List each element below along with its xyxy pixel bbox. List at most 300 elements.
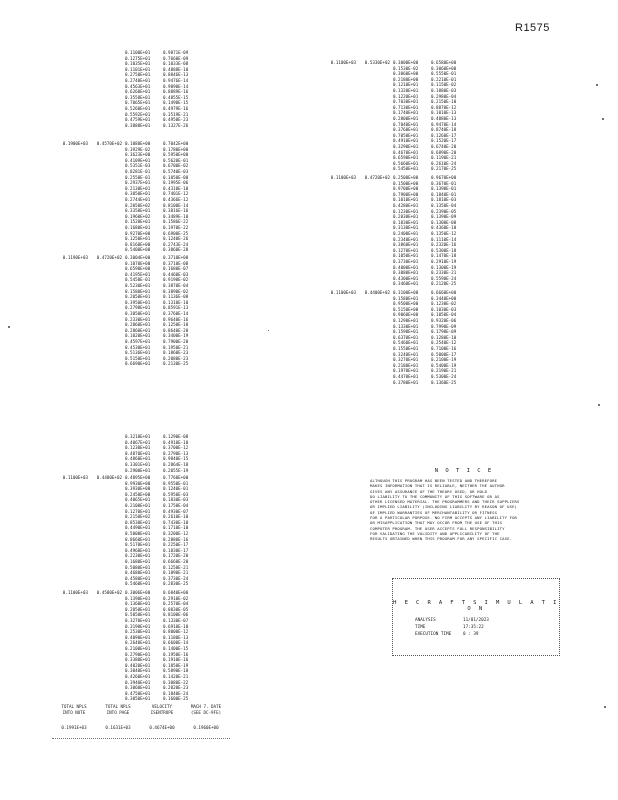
coefficient-value: 0.1600E-25: [163, 696, 189, 702]
data-value: 0.5592E+01: [125, 111, 151, 117]
coefficient-value: 0.6900E-25: [163, 230, 189, 236]
station-value: 0.1100E+03: [330, 175, 356, 180]
data-value: 0.4750E+01: [125, 690, 151, 696]
station-value: 0.1100E+03: [62, 590, 88, 595]
data-value: 0.1290E+01: [393, 317, 419, 323]
data-value: 0.6370E+01: [393, 334, 419, 340]
coefficient-value: 0.2864E-18: [163, 461, 189, 467]
scan-speck: [8, 326, 10, 328]
stamp-label: EXECUTION TIME: [415, 632, 452, 637]
data-row: [52, 581, 188, 587]
page-identifier: R1575: [515, 22, 550, 34]
footer-header-line: (SEE DC-9FE): [190, 709, 222, 715]
coefficient-value: 0.1520E-17: [431, 138, 457, 144]
data-value: 0.1101E+01: [125, 66, 151, 72]
coefficient-value: 0.5000E-17: [431, 351, 457, 357]
coefficient-value: 0.8740E-18: [431, 127, 457, 133]
coefficient-value: 0.2020E-23: [163, 685, 189, 691]
data-value: 0.1100E+01: [125, 50, 151, 55]
coefficient-value: 0.3710E+00: [163, 255, 189, 260]
coefficient-value: 0.6700E-02: [163, 163, 189, 169]
data-value: 0.1830E+01: [393, 219, 419, 225]
data-value: 0.5230E+01: [125, 282, 151, 288]
data-value: 0.5268E+01: [125, 105, 151, 111]
coefficient-value: 0.4930E-07: [163, 508, 189, 514]
data-row: [320, 281, 456, 287]
coefficient-value: 0.6890E-20: [431, 149, 457, 155]
footer-header-line: MACH 7. DATE: [190, 704, 222, 709]
coefficient-value: 0.2790E-13: [163, 450, 189, 456]
data-value: 0.7050E+01: [393, 132, 419, 138]
data-value: 0.1500E+00: [393, 180, 419, 186]
data-value: 0.7130E+01: [393, 104, 419, 110]
data-value: 0.1590E+01: [393, 329, 419, 335]
coefficient-value: 0.1950E-16: [163, 651, 189, 657]
data-value: 0.2030E+01: [393, 214, 419, 220]
data-row: [52, 361, 188, 367]
data-value: 0.6260E+01: [125, 89, 151, 95]
coefficient-value: 0.1030E-03: [431, 306, 457, 312]
coefficient-value: 0.8830E-05: [163, 606, 189, 612]
printout-block-3: [52, 255, 188, 367]
coefficient-value: 0.1150E-02: [431, 82, 457, 88]
notice-line: OTHER LICENSED MATERIAL. THE PROGRAMMERS AND THEIR SUPPLIERS: [370, 499, 520, 505]
coefficient-value: 0.3700E-12: [163, 445, 189, 451]
footer-header-line: TOTAL NPLS: [105, 704, 131, 709]
printout-block-9: [320, 290, 456, 385]
coefficient-value: 0.7430E-10: [163, 519, 189, 525]
coefficient-value: 0.5300E-24: [431, 373, 457, 379]
data-value: 0.1010E+01: [393, 197, 419, 203]
data-value: 0.5000E+01: [125, 530, 151, 536]
footer-column: [140, 704, 184, 715]
data-value: 0.2150E+02: [125, 514, 151, 520]
coefficient-value: 0.4366E-12: [163, 196, 189, 202]
coefficient-value: 0.9090E-14: [163, 83, 189, 89]
data-value: 0.4680E+01: [125, 570, 151, 576]
data-value: 0.7065E+01: [125, 100, 151, 106]
coefficient-value: 0.5550E-01: [431, 71, 457, 77]
data-value: 0.2790E+01: [125, 651, 151, 657]
data-value: 0.1270E+01: [393, 247, 419, 253]
coefficient-value: 0.6660E+00: [431, 290, 457, 295]
data-value: 0.2800E+01: [393, 115, 419, 121]
footer-value: 0.1631E+03: [105, 725, 131, 731]
coefficient-value: 0.1840E-01: [431, 191, 457, 197]
secondary-value: 0.4720E+02: [96, 255, 122, 260]
data-value: 0.5150E+01: [125, 355, 151, 361]
data-value: 0.3050E+01: [125, 191, 151, 197]
data-value: 0.9930E+00: [125, 480, 151, 486]
data-value: 0.1580E+01: [125, 288, 151, 294]
data-value: 0.6590E+00: [125, 266, 151, 272]
coefficient-value: 0.1830E-03: [163, 497, 189, 503]
data-value: 0.1520E+01: [125, 219, 151, 225]
coefficient-value: 0.5300E-18: [431, 247, 457, 253]
data-value: 0.3080E+01: [393, 270, 419, 276]
data-value: 0.2100E+01: [125, 502, 151, 508]
notice-line: DO LIABILITY TO THE COMMUNITY OF THIS SOFTWARE OR AS: [370, 493, 500, 499]
coefficient-value: 0.3860E-28: [163, 247, 189, 253]
data-value: 0.7030E+01: [393, 99, 419, 105]
data-value: 0.1580E+01: [393, 295, 419, 301]
coefficient-value: 0.5740E-03: [163, 168, 189, 174]
coefficient-value: 0.1880E-03: [431, 87, 457, 93]
coefficient-value: 0.7990E-09: [431, 323, 457, 329]
scan-speck: [604, 706, 606, 708]
data-value: 0.9270E+00: [125, 230, 151, 236]
data-value: 0.2550E-01: [125, 174, 151, 180]
data-value: 0.1970E+01: [393, 368, 419, 374]
coefficient-value: 0.1300E-19: [431, 264, 457, 270]
data-value: 0.1070E+00: [125, 260, 151, 266]
coefficient-value: 0.3489E-18: [163, 213, 189, 219]
coefficient-value: 0.5590E-24: [431, 275, 457, 281]
data-value: 0.2860E+01: [125, 322, 151, 328]
coefficient-value: 0.1250E-21: [163, 564, 189, 570]
data-value: 0.6590E+01: [393, 155, 419, 161]
data-row: [52, 247, 188, 253]
summary-footer: [52, 704, 228, 731]
data-value: 0.4895E+00: [125, 475, 151, 480]
data-value: 0.3190E+01: [125, 623, 151, 629]
coefficient-value: 0.1110E-14: [431, 236, 457, 242]
coefficient-value: 0.3760E-14: [163, 310, 189, 316]
coefficient-value: 0.2570E-04: [163, 601, 189, 607]
data-value: 0.5050E+01: [125, 612, 151, 618]
coefficient-value: 0.1240E-26: [163, 236, 189, 242]
secondary-value: 0.4580E+02: [96, 590, 122, 595]
data-value: 0.2530E+01: [125, 629, 151, 635]
coefficient-value: 0.1390E-09: [431, 214, 457, 220]
scan-speck: [598, 404, 600, 406]
data-value: 0.5450E-01: [125, 277, 151, 283]
data-value: 0.7900E+00: [393, 191, 419, 197]
footer-header-line: INTO PAGE: [106, 709, 130, 715]
footer-value: 0.4674E+00: [149, 725, 175, 731]
coefficient-value: 0.2610E-24: [431, 160, 457, 166]
data-value: 0.3006E+00: [125, 590, 151, 595]
coefficient-value: 0.3730E-24: [163, 575, 189, 581]
data-value: 0.2050E+01: [125, 606, 151, 612]
footer-header-line: ISENTROPE: [150, 709, 174, 715]
coefficient-value: 0.2540E-12: [431, 340, 457, 346]
coefficient-value: 0.1330E-07: [163, 617, 189, 623]
coefficient-value: 0.1890E-21: [163, 570, 189, 576]
data-value: 0.1320E+01: [393, 87, 419, 93]
data-value: 0.3240E+01: [393, 351, 419, 357]
coefficient-value: 0.2910E-02: [163, 595, 189, 601]
data-value: 0.5660E+01: [393, 160, 419, 166]
coefficient-value: 0.7042E+00: [163, 141, 189, 146]
coefficient-value: 0.2330E-21: [431, 270, 457, 276]
data-value: 0.3290E+01: [393, 143, 419, 149]
coefficient-value: 0.1033E-08: [163, 61, 189, 67]
coefficient-value: 0.2210E-01: [431, 76, 457, 82]
data-value: 0.2500E+00: [393, 175, 419, 180]
footer-column: [96, 704, 140, 715]
coefficient-value: 0.4950E-23: [163, 117, 189, 123]
data-value: 0.2798E+01: [125, 305, 151, 311]
notice-line: COMPUTER PROGRAM. THE USER ACCEPTS FULL RESPONSIBILITY: [370, 525, 505, 531]
stamp-title: H E C R A F T S I M U L A T I O N: [393, 600, 559, 612]
coefficient-value: 0.5620E-01: [163, 157, 189, 163]
coefficient-value: 0.4910E-10: [163, 439, 189, 445]
data-value: 0.3060E+01: [125, 685, 151, 691]
data-value: 0.4000E+01: [393, 264, 419, 270]
notice-line: FOR A PARTICULAR PURPOSE. NO FIRM ACCEPTS ANY LIABILITY FOR: [370, 515, 518, 521]
footer-value: 0.1960E+00: [193, 725, 219, 731]
coefficient-value: 0.1490E-15: [163, 100, 189, 106]
data-value: 0.1270E+01: [125, 508, 151, 514]
coefficient-value: 0.8000E-12: [163, 629, 189, 635]
coefficient-value: 0.1790E-09: [431, 329, 457, 335]
coefficient-value: 0.1240E-01: [163, 486, 189, 492]
data-value: 0.1680E+01: [125, 558, 151, 564]
coefficient-value: 0.9550E-01: [163, 480, 189, 486]
data-value: 0.1230E+01: [125, 445, 151, 451]
scan-speck: [602, 118, 604, 120]
data-value: 0.4530E+01: [125, 344, 151, 350]
stamp-row: [393, 617, 559, 624]
data-value: 0.9500E+00: [393, 301, 419, 307]
coefficient-value: 0.1310E-10: [163, 299, 189, 305]
data-value: 0.5400E+00: [125, 247, 151, 253]
notice-line: OR IMPLIED LIABILITY (INCLUDING LIABILITY BY REASON OF USE): [370, 504, 518, 510]
coefficient-value: 0.1750E-04: [163, 502, 189, 508]
coefficient-value: 0.3440E+00: [431, 295, 457, 301]
coefficient-value: 0.5400E-19: [431, 362, 457, 368]
data-value: 0.3100E+00: [393, 290, 419, 295]
data-value: 0.4870E+01: [125, 450, 151, 456]
coefficient-value: 0.1910E-16: [163, 657, 189, 663]
data-value: 0.1050E+01: [393, 253, 419, 259]
coefficient-value: 0.1810E-03: [431, 197, 457, 203]
data-value: 0.1230E+01: [393, 208, 419, 214]
data-value: 0.2744E+01: [125, 196, 151, 202]
coefficient-value: 0.2170E-25: [431, 166, 457, 172]
printout-block-7: [320, 60, 456, 172]
coefficient-value: 0.3060E+00: [431, 65, 457, 71]
coefficient-value: 0.8846E-13: [163, 72, 189, 78]
coefficient-value: 0.2830E-25: [163, 581, 189, 587]
data-value: 0.1390E+01: [125, 595, 151, 601]
coefficient-value: 0.3200E-12: [163, 530, 189, 536]
coefficient-value: 0.6580E+00: [431, 60, 457, 65]
coefficient-value: 0.2055E-19: [163, 467, 189, 473]
coefficient-value: 0.7660E-09: [163, 55, 189, 61]
coefficient-value: 0.3400E-19: [163, 333, 189, 339]
coefficient-value: 0.4979E-16: [163, 105, 189, 111]
data-value: 0.1740E+01: [393, 110, 419, 116]
secondary-value: 0.4720E+02: [364, 175, 390, 180]
data-value: 0.2450E+00: [125, 491, 151, 497]
data-value: 0.5460E+01: [125, 581, 151, 587]
data-value: 0.3050E+01: [125, 696, 151, 702]
data-value: 0.3929E-02: [125, 146, 151, 152]
data-value: 0.9060E+00: [393, 312, 419, 318]
coefficient-value: 0.1010E-13: [431, 110, 457, 116]
data-value: 0.4563E+01: [125, 83, 151, 89]
data-row: [52, 123, 188, 129]
coefficient-value: 0.5890E-18: [163, 668, 189, 674]
coefficient-value: 0.2250E-17: [163, 542, 189, 548]
data-value: 0.3270E+01: [125, 617, 151, 623]
coefficient-value: 0.1840E-24: [163, 690, 189, 696]
coefficient-value: 0.5950E-03: [163, 491, 189, 497]
coefficient-value: 0.8889E-16: [163, 89, 189, 95]
data-value: 0.2900E+01: [125, 467, 151, 473]
data-value: 0.1360E+01: [125, 601, 151, 607]
coefficient-value: 0.9871E-09: [163, 50, 189, 55]
stamp-row: [393, 624, 559, 631]
data-value: 0.2400E+01: [393, 230, 419, 236]
data-value: 0.3218E+01: [125, 434, 151, 439]
data-value: 0.3860E+01: [393, 242, 419, 248]
coefficient-value: 0.3080E-22: [163, 679, 189, 685]
coefficient-value: 0.1390E-01: [431, 186, 457, 192]
footer-header-line: INTO NOTE: [62, 709, 86, 715]
coefficient-value: 0.1190E-21: [431, 155, 457, 161]
coefficient-value: 0.2120E-25: [431, 281, 457, 287]
coefficient-value: 0.4880E-13: [431, 115, 457, 121]
data-value: 0.1210E+01: [393, 82, 419, 88]
coefficient-value: 0.1280E-10: [431, 334, 457, 340]
coefficient-value: 0.8870E-12: [431, 104, 457, 110]
coefficient-value: 0.8100E-14: [163, 202, 189, 208]
station-value: 0.1100E+03: [330, 60, 356, 65]
coefficient-value: 0.6740E-20: [431, 143, 457, 149]
coefficient-value: 0.3670E-01: [431, 180, 457, 186]
data-value: 0.4860E+01: [125, 456, 151, 462]
data-value: 0.9700E+00: [393, 186, 419, 192]
data-value: 0.2050E+02: [125, 202, 151, 208]
data-value: 0.8160E+00: [125, 241, 151, 247]
coefficient-value: 0.1136E-08: [163, 294, 189, 300]
notice-line: GIVES ANY ASSURANCE OF THE THEORY USED, OR HOLD: [370, 488, 488, 494]
coefficient-value: 0.1860E-23: [163, 350, 189, 356]
coefficient-value: 0.1350E-12: [431, 230, 457, 236]
data-value: 0.4960E+01: [125, 547, 151, 553]
footer-header-line: VELOCITY: [151, 704, 173, 709]
data-value: 0.1250E+01: [125, 236, 151, 242]
data-value: 0.4490E+01: [125, 525, 151, 531]
coefficient-value: 0.4460E-03: [163, 271, 189, 277]
coefficient-value: 0.6660E-20: [163, 558, 189, 564]
coefficient-value: 0.9670E+00: [431, 175, 457, 180]
notice-line: OR MISAPPLICATION THAT MAY OCCUR FROM THE USE OF THIS: [370, 520, 503, 526]
secondary-value: 0.4480E+02: [96, 475, 122, 480]
data-value: 0.3000E+00: [393, 60, 419, 65]
data-value: 0.3558E+01: [125, 94, 151, 100]
data-value: 0.5351E-03: [125, 163, 151, 169]
coefficient-value: 0.3519E-21: [163, 111, 189, 117]
coefficient-value: 0.3870E-04: [163, 282, 189, 288]
data-value: 0.8281E-01: [125, 168, 151, 174]
data-row: [320, 166, 456, 172]
notice-panel: [370, 468, 558, 542]
data-value: 0.2640E+01: [125, 640, 151, 646]
coefficient-value: 0.1050E-04: [431, 312, 457, 318]
footer-column: [184, 704, 228, 715]
data-value: 0.1035E+01: [125, 61, 151, 67]
data-value: 0.5150E+00: [393, 306, 419, 312]
coefficient-value: 0.2150E-10: [431, 99, 457, 105]
data-value: 0.1020E+01: [125, 333, 151, 339]
stamp-label: TIME: [415, 625, 426, 630]
data-value: 0.1330E+01: [393, 323, 419, 329]
data-value: 0.4067E+01: [125, 439, 151, 445]
data-value: 0.5450E+01: [393, 166, 419, 172]
data-value: 0.4260E+01: [125, 673, 151, 679]
coefficient-value: 0.9470E-14: [431, 121, 457, 127]
coefficient-value: 0.1300E-08: [431, 219, 457, 225]
data-value: 0.1680E+01: [125, 224, 151, 230]
data-value: 0.2180E+00: [393, 76, 419, 82]
coefficient-value: 0.1250E-18: [163, 322, 189, 328]
data-value: 0.4759E+01: [125, 117, 151, 123]
secondary-value: 0.4570E+02: [96, 141, 122, 146]
data-value: 0.4280E+01: [393, 202, 419, 208]
data-value: 0.2330E+01: [125, 316, 151, 322]
data-value: 0.2180E+01: [393, 362, 419, 368]
station-value: 0.1900E+03: [62, 141, 88, 146]
data-value: 0.4910E+01: [393, 138, 419, 144]
data-value: 0.8530E+01: [125, 519, 151, 525]
secondary-value: 0.5330E+02: [364, 60, 390, 65]
data-value: 0.3888E+01: [125, 122, 151, 128]
station-value: 0.1190E+03: [62, 255, 88, 260]
coefficient-value: 0.1230E-02: [431, 301, 457, 307]
data-value: 0.3930E+00: [125, 486, 151, 492]
secondary-value: 0.4400E+02: [364, 290, 390, 295]
coefficient-value: 0.1830E-17: [163, 547, 189, 553]
data-value: 0.5170E+01: [125, 542, 151, 548]
coefficient-value: 0.1360E-25: [431, 379, 457, 385]
coefficient-value: 0.1290E-08: [163, 434, 189, 439]
data-value: 0.3060E+00: [393, 71, 419, 77]
coefficient-value: 0.3816E-16: [163, 208, 189, 214]
footer-divider: [52, 738, 230, 739]
coefficient-value: 0.8640E-20: [163, 327, 189, 333]
data-value: 0.3270E+01: [393, 357, 419, 363]
scan-speck: [596, 84, 598, 86]
footer-headers: [52, 704, 228, 715]
footer-column: [52, 704, 96, 715]
coefficient-value: 0.2743E-24: [163, 241, 189, 247]
data-value: 0.4090E+01: [125, 634, 151, 640]
coefficient-value: 0.7401E-12: [163, 191, 189, 197]
coefficient-value: 0.1180E-13: [163, 634, 189, 640]
coefficient-value: 0.6600E-14: [163, 640, 189, 646]
data-value: 0.4670E+01: [393, 149, 419, 155]
coefficient-value: 0.1420E-21: [163, 673, 189, 679]
coefficient-value: 0.1350E-04: [431, 202, 457, 208]
data-value: 0.3301E+01: [125, 461, 151, 467]
data-row: [52, 696, 188, 702]
data-value: 0.3350E+01: [125, 208, 151, 214]
printout-block-4: [52, 434, 188, 473]
notice-title: N O T I C E: [434, 468, 494, 474]
coefficient-value: 0.1950E-21: [163, 344, 189, 350]
data-value: 0.6690E+01: [125, 361, 151, 367]
data-value: 0.3130E+01: [393, 225, 419, 231]
data-value: 0.1530E-02: [393, 65, 419, 71]
data-row: [52, 468, 188, 474]
data-value: 0.3460E+01: [393, 281, 419, 287]
coefficient-value: 0.1850E-19: [163, 662, 189, 668]
coefficient-value: 0.3710E-08: [163, 260, 189, 266]
